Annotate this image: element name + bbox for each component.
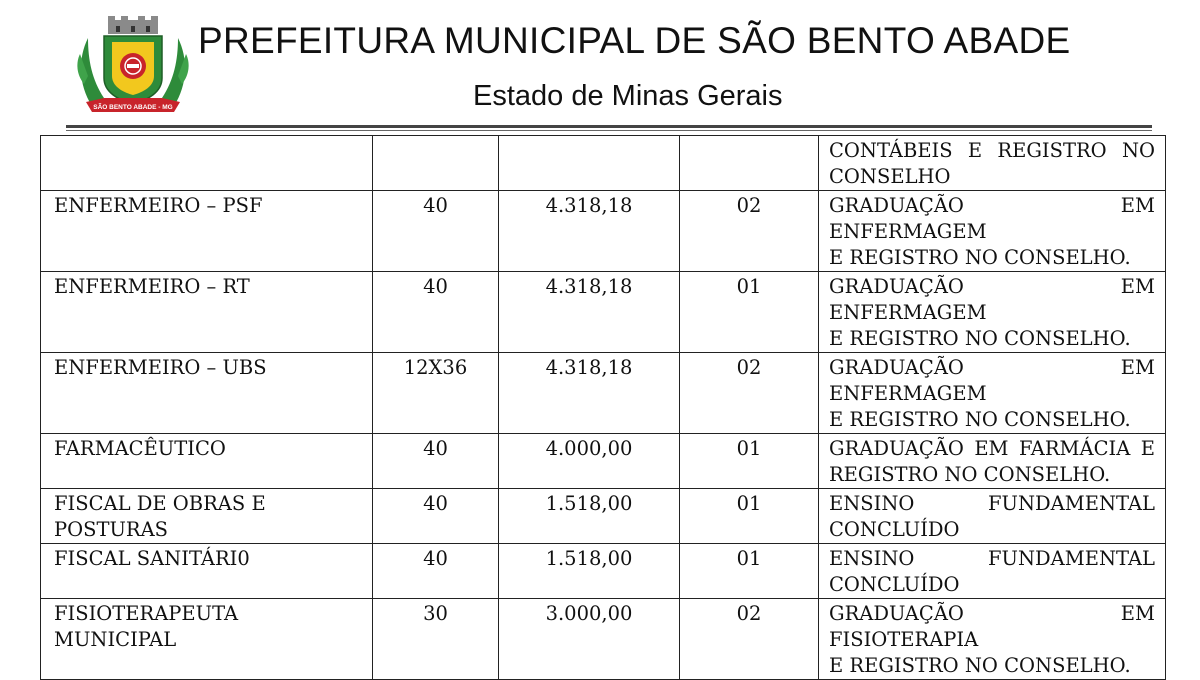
cell-cargo-text: ENFERMEIRO – UBS bbox=[54, 356, 267, 379]
cell-vagas-text: 01 bbox=[736, 547, 762, 570]
cell-carga-horaria-text: 30 bbox=[423, 602, 448, 625]
page-subtitle: Estado de Minas Gerais bbox=[473, 80, 783, 112]
cell-salario bbox=[499, 353, 680, 434]
cell-carga-horaria bbox=[373, 136, 499, 191]
cell-salario bbox=[499, 272, 680, 353]
cell-carga-horaria-text: 12X36 bbox=[403, 356, 468, 379]
cell-requisitos-text: E REGISTRO NO CONSELHO. bbox=[829, 246, 1131, 269]
cell-vagas bbox=[680, 489, 819, 544]
cell-cargo bbox=[41, 136, 373, 191]
cell-requisitos-text: ENSINO FUNDAMENTAL bbox=[829, 492, 1155, 515]
cell-cargo-text: POSTURAS bbox=[54, 518, 169, 541]
cell-vagas-text: 02 bbox=[736, 356, 762, 379]
cell-requisitos bbox=[819, 191, 1166, 272]
cell-cargo bbox=[41, 353, 373, 434]
cell-vagas-text: 01 bbox=[736, 275, 762, 298]
cell-carga-horaria-text: 40 bbox=[423, 275, 448, 298]
cell-requisitos-text: CONSELHO bbox=[829, 165, 951, 188]
cell-cargo bbox=[41, 489, 373, 544]
header-divider bbox=[66, 125, 1152, 128]
cell-vagas-text: 01 bbox=[736, 437, 762, 460]
cell-salario bbox=[499, 191, 680, 272]
cell-vagas bbox=[680, 544, 819, 599]
cell-carga-horaria bbox=[373, 353, 499, 434]
cell-salario bbox=[499, 489, 680, 544]
cell-requisitos bbox=[819, 353, 1166, 434]
cell-cargo bbox=[41, 434, 373, 489]
table-row bbox=[41, 489, 1166, 544]
cell-carga-horaria bbox=[373, 272, 499, 353]
svg-text:SÃO BENTO ABADE - MG: SÃO BENTO ABADE - MG bbox=[93, 104, 173, 111]
cell-salario-text: 4.318,18 bbox=[545, 356, 633, 379]
cell-requisitos-text: E REGISTRO NO CONSELHO. bbox=[829, 327, 1131, 350]
cell-vagas bbox=[680, 191, 819, 272]
cell-carga-horaria bbox=[373, 544, 499, 599]
cell-cargo-text: FISIOTERAPEUTA bbox=[54, 602, 239, 625]
cell-requisitos bbox=[819, 272, 1166, 353]
cell-salario bbox=[499, 434, 680, 489]
cell-vagas-text: 02 bbox=[736, 602, 762, 625]
cell-requisitos-text: ENSINO FUNDAMENTAL bbox=[829, 547, 1155, 570]
cell-cargo-text: FISCAL DE OBRAS E bbox=[54, 492, 266, 515]
cell-requisitos-text: CONCLUÍDO bbox=[829, 518, 960, 541]
cell-requisitos-text: GRADUAÇÃO EM FISIOTERAPIA bbox=[829, 602, 1155, 651]
cell-salario-text: 1.518,00 bbox=[545, 547, 633, 570]
cell-salario bbox=[499, 136, 680, 191]
cell-carga-horaria bbox=[373, 599, 499, 680]
header-divider-thin bbox=[66, 130, 1152, 131]
table-row bbox=[41, 599, 1166, 680]
table-row bbox=[41, 191, 1166, 272]
cell-cargo-text: FARMACÊUTICO bbox=[54, 437, 226, 460]
cell-cargo-text: MUNICIPAL bbox=[54, 628, 177, 651]
cell-cargo bbox=[41, 191, 373, 272]
table-row bbox=[41, 353, 1166, 434]
cell-requisitos bbox=[819, 136, 1166, 191]
cell-requisitos bbox=[819, 489, 1166, 544]
cell-salario bbox=[499, 544, 680, 599]
table-row bbox=[41, 136, 1166, 191]
cell-vagas bbox=[680, 353, 819, 434]
cell-salario-text: 4.318,18 bbox=[545, 275, 633, 298]
cell-carga-horaria bbox=[373, 191, 499, 272]
cell-salario-text: 4.318,18 bbox=[545, 194, 633, 217]
table-row bbox=[41, 544, 1166, 599]
cell-requisitos-text: GRADUAÇÃO EM FARMÁCIA E bbox=[829, 437, 1155, 460]
cell-requisitos-text: CONCLUÍDO bbox=[829, 573, 960, 596]
cell-cargo-text: FISCAL SANITÁRI0 bbox=[54, 547, 250, 570]
cell-cargo bbox=[41, 272, 373, 353]
cell-vagas-text: 01 bbox=[736, 492, 762, 515]
cell-carga-horaria-text: 40 bbox=[423, 547, 448, 570]
cell-cargo-text: ENFERMEIRO – RT bbox=[54, 275, 250, 298]
cell-salario bbox=[499, 599, 680, 680]
cell-requisitos-text: GRADUAÇÃO EM ENFERMAGEM bbox=[829, 275, 1155, 324]
cell-vagas bbox=[680, 599, 819, 680]
table-row bbox=[41, 272, 1166, 353]
cell-requisitos bbox=[819, 544, 1166, 599]
cell-requisitos bbox=[819, 599, 1166, 680]
cell-requisitos-text: E REGISTRO NO CONSELHO. bbox=[829, 654, 1131, 677]
cell-salario-text: 1.518,00 bbox=[545, 492, 633, 515]
positions-table bbox=[40, 135, 1166, 680]
cell-cargo bbox=[41, 544, 373, 599]
cell-requisitos-text: REGISTRO NO CONSELHO. bbox=[829, 463, 1111, 486]
cell-requisitos bbox=[819, 434, 1166, 489]
cell-carga-horaria bbox=[373, 434, 499, 489]
cell-carga-horaria-text: 40 bbox=[423, 194, 448, 217]
page-title: PREFEITURA MUNICIPAL DE SÃO BENTO ABADE bbox=[198, 20, 1071, 61]
cell-vagas bbox=[680, 136, 819, 191]
cell-carga-horaria-text: 40 bbox=[423, 492, 448, 515]
cell-cargo bbox=[41, 599, 373, 680]
municipal-coat-of-arms-logo bbox=[74, 14, 192, 120]
cell-salario-text: 3.000,00 bbox=[545, 602, 633, 625]
cell-requisitos-text: GRADUAÇÃO EM ENFERMAGEM bbox=[829, 356, 1155, 405]
cell-cargo-text: ENFERMEIRO – PSF bbox=[54, 194, 263, 217]
cell-vagas bbox=[680, 434, 819, 489]
cell-vagas bbox=[680, 272, 819, 353]
cell-requisitos-text: GRADUAÇÃO EM ENFERMAGEM bbox=[829, 194, 1155, 243]
cell-vagas-text: 02 bbox=[736, 194, 762, 217]
cell-salario-text: 4.000,00 bbox=[545, 437, 633, 460]
cell-requisitos-text: E REGISTRO NO CONSELHO. bbox=[829, 408, 1131, 431]
cell-requisitos-text: CONTÁBEIS E REGISTRO NO bbox=[829, 139, 1155, 162]
table-row bbox=[41, 434, 1166, 489]
cell-carga-horaria bbox=[373, 489, 499, 544]
cell-carga-horaria-text: 40 bbox=[423, 437, 448, 460]
